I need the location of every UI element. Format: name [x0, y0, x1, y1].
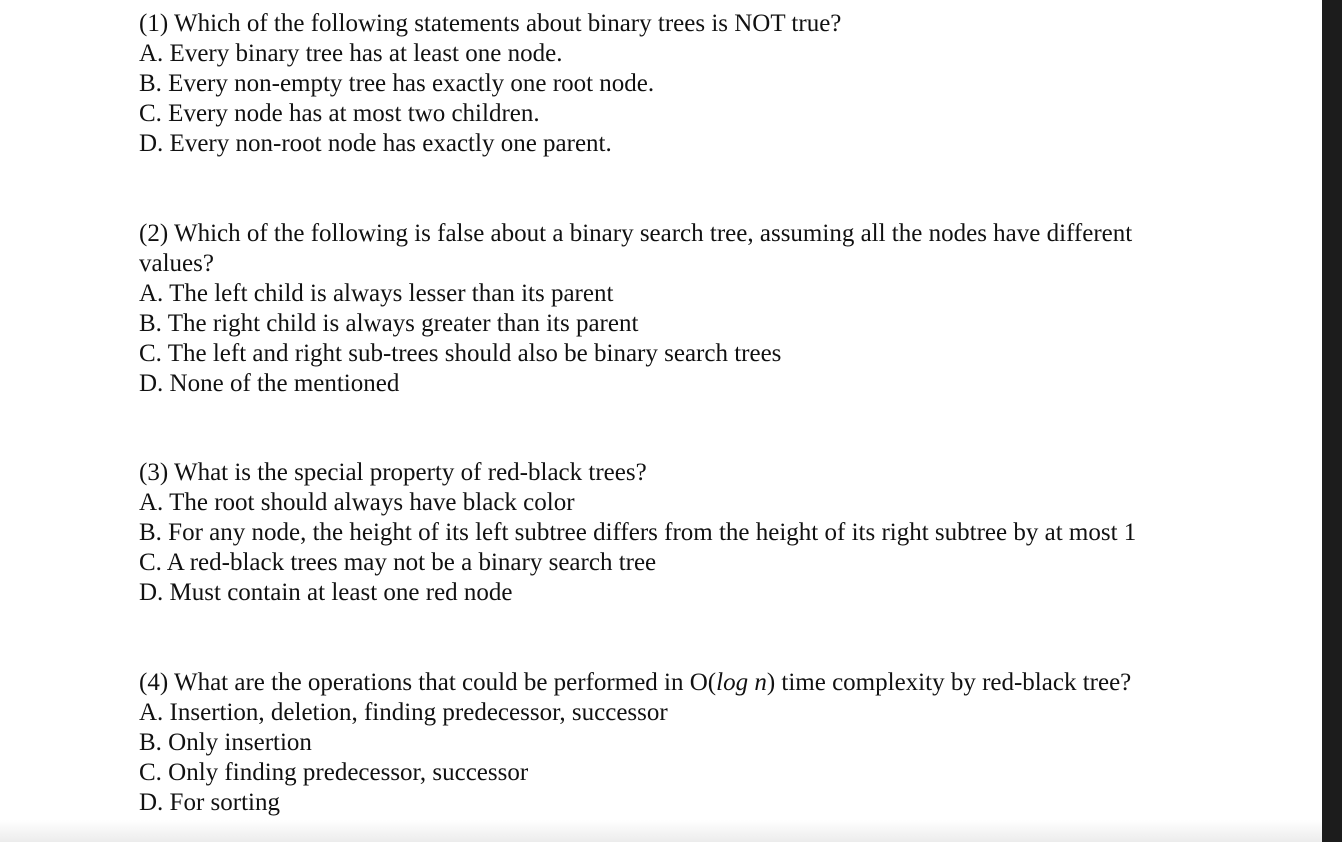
question-number: (3) [139, 459, 169, 486]
question-2-stem-line-1 [139, 219, 1199, 249]
question-1 [139, 9, 1199, 159]
question-text-after: ) time complexity by red-black tree? [766, 669, 1132, 696]
option-c: C. Every node has at most two children. [139, 100, 540, 127]
question-4 [139, 668, 1199, 818]
question-number: (4) [139, 669, 169, 696]
option-b: B. Only insertion [139, 729, 312, 756]
question-number: (1) [139, 10, 169, 37]
window-edge-bar [1322, 0, 1342, 842]
question-text: What is the special property of red-black trees? [173, 459, 647, 486]
option-b: B. The right child is always greater than its parent [139, 310, 639, 337]
question-4-stem [139, 668, 1199, 698]
option-d: D. Must contain at least one red node [139, 579, 513, 606]
question-text: Which of the following statements about binary trees is NOT true? [173, 10, 842, 37]
option-a: A. Insertion, deletion, finding predecessor, successor [139, 699, 668, 726]
option-a: A. The root should always have black color [139, 489, 575, 516]
option-c: C. Only finding predecessor, successor [139, 759, 529, 786]
question-2 [139, 219, 1199, 399]
option-d: D. Every non-root node has exactly one parent. [139, 130, 612, 157]
question-number: (2) [139, 220, 169, 247]
page-bottom-shadow [0, 820, 1322, 842]
option-c: C. A red-black trees may not be a binary search tree [139, 549, 657, 576]
option-d: D. None of the mentioned [139, 370, 400, 397]
question-text: Which of the following is false about a binary search tree, assuming all the nodes have different [173, 220, 1133, 247]
question-1-stem [139, 9, 1199, 39]
option-a: A. The left child is always lesser than its parent [139, 280, 614, 307]
option-a: A. Every binary tree has at least one node. [139, 40, 563, 67]
option-b: B. Every non-empty tree has exactly one root node. [139, 70, 655, 97]
question-3-stem [139, 458, 1199, 488]
question-text-before: What are the operations that could be performed in O( [173, 669, 717, 696]
option-c: C. The left and right sub-trees should also be binary search trees [139, 340, 782, 367]
option-b: B. For any node, the height of its left subtree differs from the height of its right subtree by at most 1 [139, 519, 1137, 546]
option-d: D. For sorting [139, 789, 280, 816]
question-2-stem-line-2: values? [139, 250, 214, 277]
question-3 [139, 458, 1199, 608]
math-expression: log n [716, 669, 767, 696]
